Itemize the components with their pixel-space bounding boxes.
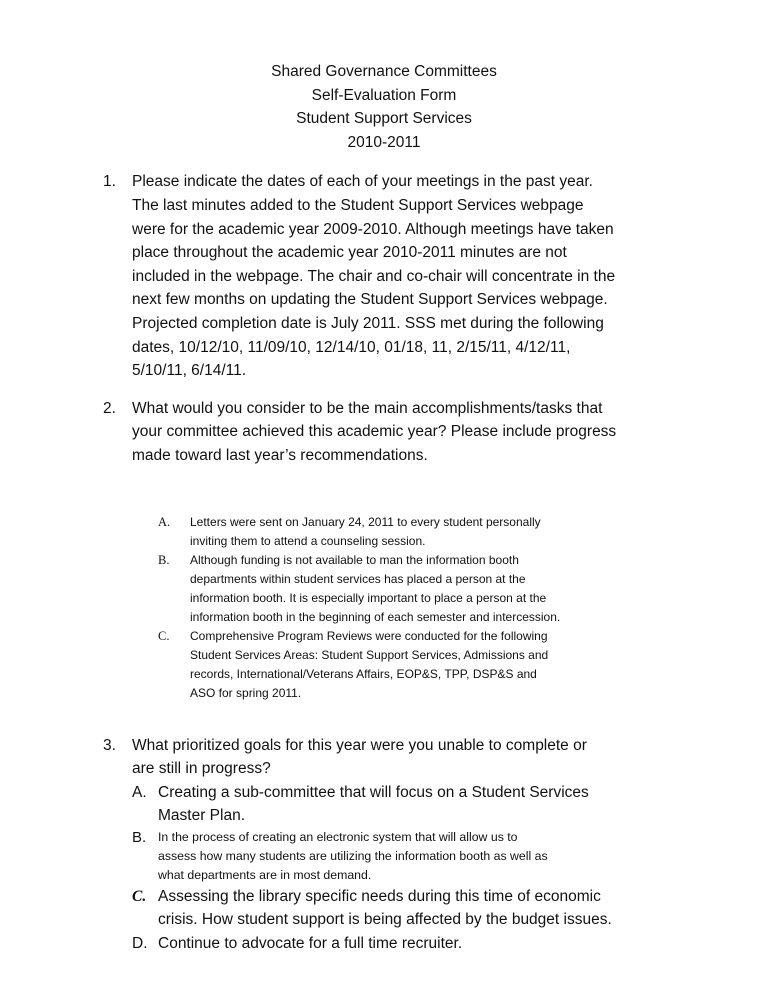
text-line: inviting them to attend a counseling session. <box>190 533 426 548</box>
text-line: In the process of creating an electronic system that will allow us to <box>158 829 518 844</box>
text-line: Assessing the library specific needs during this time of economic <box>158 887 601 905</box>
accomplishments-list <box>158 513 768 703</box>
list-letter: C. <box>132 887 147 905</box>
text-line: included in the webpage. The chair and co-chair will concentrate in the <box>132 267 616 285</box>
text-line: assess how many students are utilizing the information booth as well as <box>158 848 548 863</box>
list-letter: C. <box>158 628 170 643</box>
text-line: What would you consider to be the main accomplishments/tasks that <box>132 399 603 417</box>
list-letter: A. <box>158 514 171 529</box>
list-item <box>158 513 768 551</box>
text-line: your committee achieved this academic year? Please include progress <box>132 423 617 441</box>
goals-list <box>132 781 768 956</box>
text-line: Continue to advocate for a full time recruiter. <box>158 935 463 953</box>
text-line: Although funding is not available to man the information booth <box>190 552 519 567</box>
title-line: Shared Governance Committees <box>271 63 497 80</box>
document-title <box>0 60 768 154</box>
text-line: information booth. It is especially important to place a person at the <box>190 590 547 605</box>
question-number: 1. <box>103 173 116 191</box>
text-line: Master Plan. <box>158 807 246 825</box>
text-line: place throughout the academic year 2010-2011 minutes are not <box>132 244 567 262</box>
text-line: Letters were sent on January 24, 2011 to every student personally <box>190 514 541 529</box>
list-item <box>132 781 768 828</box>
text-line: Comprehensive Program Reviews were conducted for the following <box>190 628 548 643</box>
text-line: were for the academic year 2009-2010. Although meetings have taken <box>132 220 614 238</box>
text-line: ASO for spring 2011. <box>190 685 302 700</box>
title-line: Student Support Services <box>296 110 472 128</box>
text-line: are still in progress? <box>132 760 271 778</box>
question-number: 3. <box>103 736 116 754</box>
list-item <box>158 551 768 627</box>
text-line: Creating a sub-committee that will focus on a Student Services <box>158 783 589 801</box>
text-line: information booth in the beginning of each semester and intercession. <box>190 609 561 624</box>
text-line: next few months on updating the Student Support Services webpage. <box>132 291 608 309</box>
text-line: records, International/Veterans Affairs, EOP&S, TPP, DSP&S and <box>190 666 537 681</box>
text-line: dates, 10/12/10, 11/09/10, 12/14/10, 01/18, 11, 2/15/11, 4/12/11, <box>132 338 571 356</box>
list-item <box>132 885 768 932</box>
question-3 <box>103 734 768 781</box>
list-item <box>132 828 768 885</box>
text-line: what departments are in most demand. <box>158 867 372 882</box>
title-line: Self-Evaluation Form <box>311 86 457 104</box>
text-line: The last minutes added to the Student Support Services webpage <box>132 196 584 214</box>
list-letter: D. <box>132 935 148 953</box>
list-letter: B. <box>132 828 147 846</box>
list-letter: A. <box>132 783 147 801</box>
text-line: 5/10/11, 6/14/11. <box>132 362 247 380</box>
text-line: made toward last year’s recommendations. <box>132 446 428 464</box>
text-line: crisis. How student support is being affected by the budget issues. <box>158 911 612 929</box>
text-line: Projected completion date is July 2011. SSS met during the following <box>132 314 604 332</box>
question-number: 2. <box>103 399 116 417</box>
title-line: 2010-2011 <box>347 133 421 151</box>
list-letter: B. <box>158 552 170 567</box>
list-item <box>132 932 768 956</box>
list-item <box>158 627 768 703</box>
text-line: Please indicate the dates of each of your meetings in the past year. <box>132 173 593 191</box>
text-line: Student Services Areas: Student Support Services, Admissions and <box>190 647 549 662</box>
text-line: What prioritized goals for this year were you unable to complete or <box>132 736 587 754</box>
question-2 <box>103 397 768 468</box>
text-line: departments within student services has placed a person at the <box>190 571 526 586</box>
question-1 <box>103 170 768 382</box>
